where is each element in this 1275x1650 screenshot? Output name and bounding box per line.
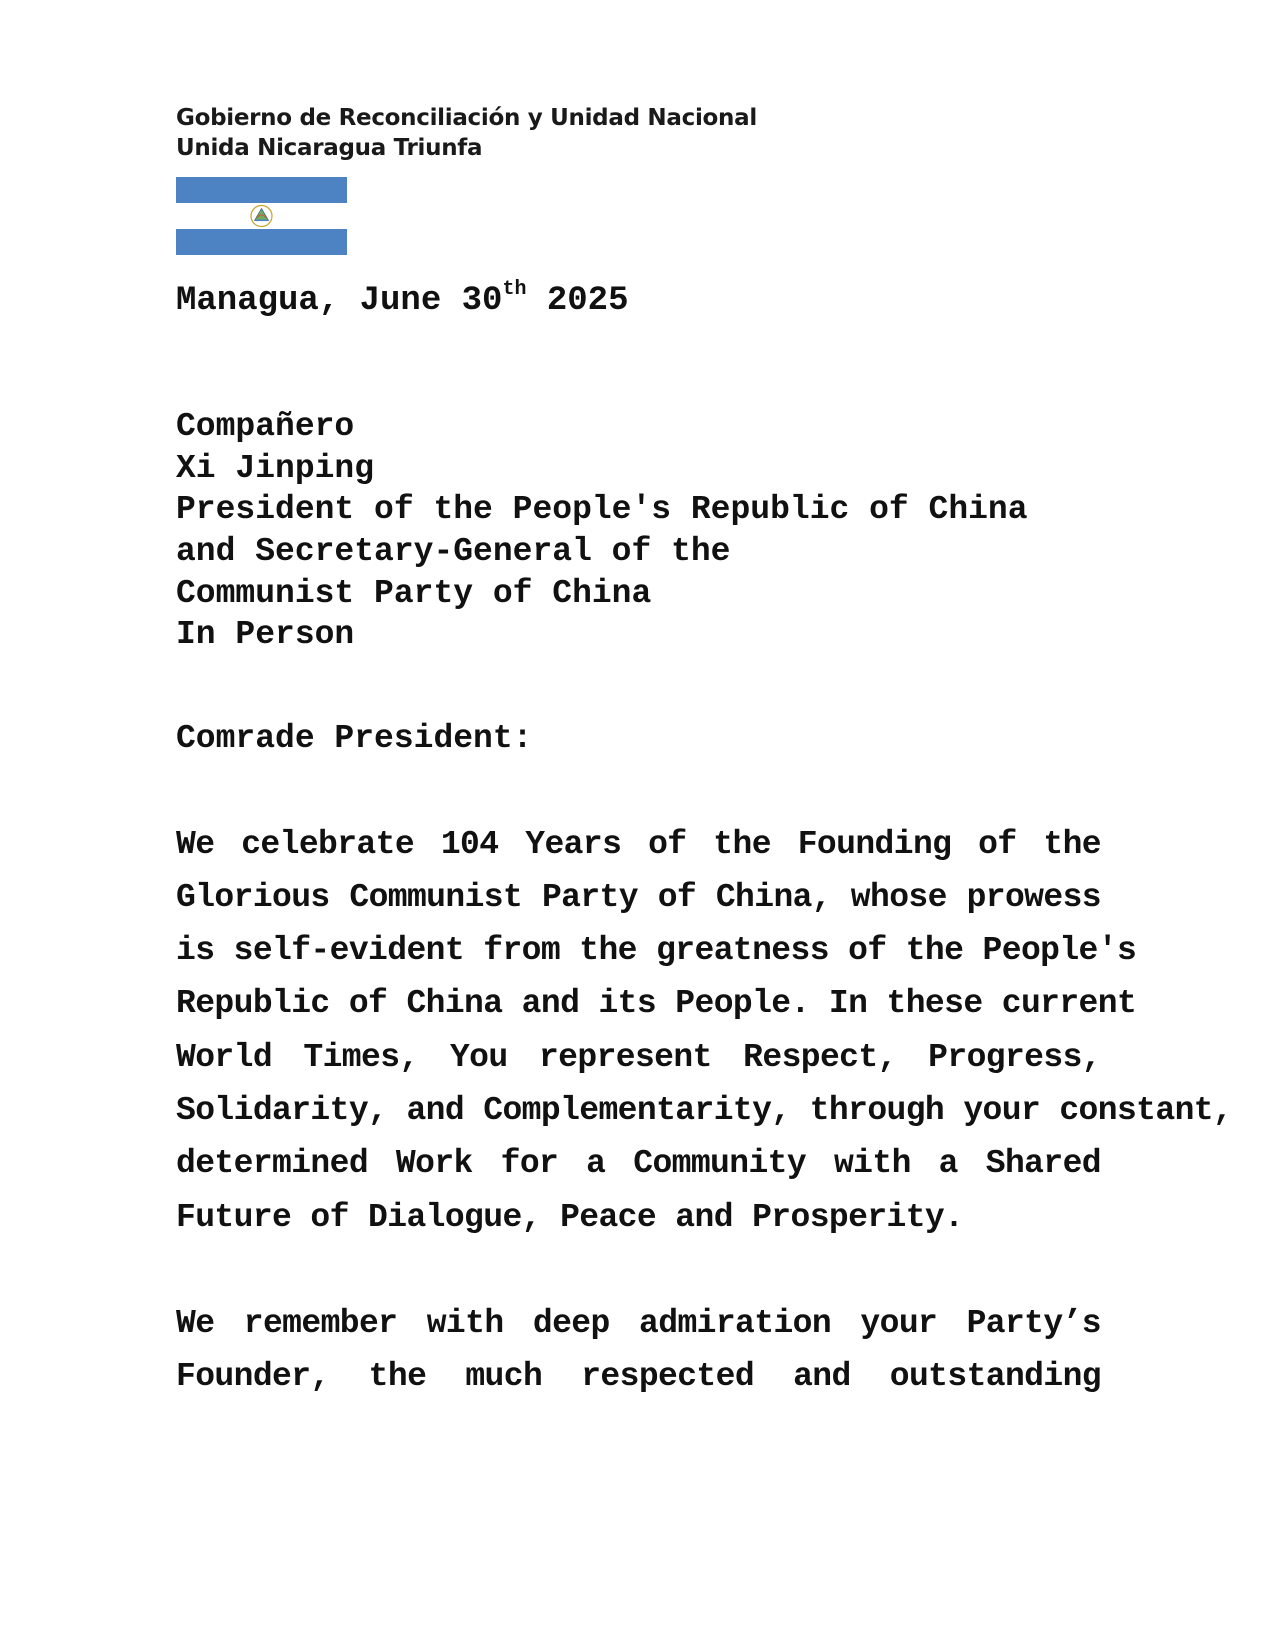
letter-date (176, 278, 629, 320)
paragraph-1-line: Future of Dialogue, Peace and Prosperity. (176, 1199, 964, 1236)
paragraph-1-line: World Times, You represent Respect, Progress, (176, 1039, 1101, 1076)
paragraph-1-line: Solidarity, and Complementarity, through your constant, (176, 1092, 1233, 1129)
paragraph-2-line: We remember with deep admiration your Party’s (176, 1305, 1101, 1342)
addressee-line: Xi Jinping (176, 450, 375, 487)
date-ordinal: th (502, 278, 527, 301)
paragraph-1-line: determined Work for a Community with a Shared (176, 1145, 1101, 1182)
paragraph-1-line: Republic of China and its People. In these current (176, 985, 1137, 1022)
addressee-line: Communist Party of China (176, 575, 652, 612)
flag-stripe-bottom (176, 229, 347, 255)
paragraph-1-line: is self-evident from the greatness of the People's (176, 932, 1137, 969)
paragraph-2-line: Founder, the much respected and outstanding (176, 1358, 1101, 1395)
addressee-line: and Secretary-General of the (176, 533, 731, 570)
date-year: 2025 (526, 282, 629, 320)
paragraph-1-line: Glorious Communist Party of China, whose prowess (176, 879, 1101, 916)
date-prefix: Managua, June 30 (176, 282, 503, 320)
government-motto: Unida Nicaragua Triunfa (176, 135, 483, 161)
coat-of-arms-icon (249, 204, 274, 228)
addressee-line: Compañero (176, 408, 355, 445)
addressee-line: President of the People's Republic of China (176, 491, 1028, 528)
addressee-line: In Person (176, 616, 355, 653)
government-name: Gobierno de Reconciliación y Unidad Nacional (176, 105, 757, 131)
flag-stripe-top (176, 177, 347, 203)
salutation: Comrade President: (176, 720, 533, 757)
paragraph-1-line: We celebrate 104 Years of the Founding of the (176, 826, 1101, 863)
nicaragua-flag-icon (176, 177, 347, 255)
